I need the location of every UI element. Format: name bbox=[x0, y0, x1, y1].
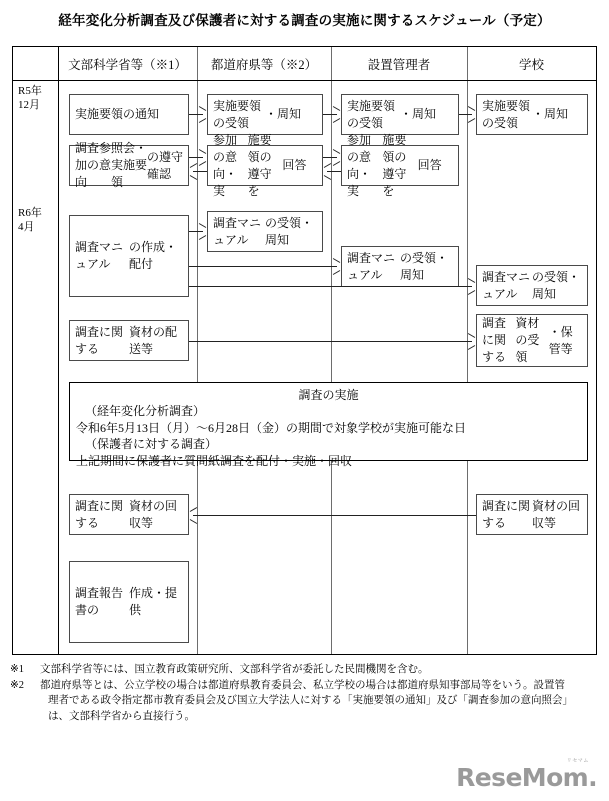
box-material-back-mext: 調査に関する 資材の回収等 bbox=[69, 494, 189, 535]
watermark-kana: リセマム bbox=[566, 759, 589, 764]
period-label-r5-12 bbox=[18, 85, 62, 112]
arrowhead-intent-estab bbox=[332, 153, 339, 162]
footnote-2-text: 都道府県等とは、公立学校の場合は都道府県教育委員会、私立学校の場合は都道府県知事部局等をいう。設置管 bbox=[40, 679, 565, 691]
column-divider-period bbox=[58, 47, 59, 654]
box-report-mext: 調査報告書の 作成・提供 bbox=[69, 561, 189, 643]
box-manual-estab: 調査マニュアル の受領・周知 bbox=[341, 246, 459, 287]
period-label-r6-4 bbox=[18, 207, 62, 234]
box-notice-mext: 実施要領の通知 bbox=[69, 94, 189, 135]
box-notice-estab: 実施要領の受領 ・周知 bbox=[341, 94, 459, 135]
box-manual-mext: 調査マニュアル の作成・配付 bbox=[69, 215, 189, 297]
footnote-1-text: 文部科学省等には、国立教育政策研究所、文部科学省が委託した民間機関を含む。 bbox=[40, 664, 429, 675]
arrowhead-material-back bbox=[190, 511, 197, 520]
implementation-heading: 調査の実施 bbox=[298, 388, 359, 402]
arrowhead-manual-school bbox=[467, 282, 474, 291]
column-divider-mext bbox=[197, 47, 198, 654]
implementation-line4: 上記期間に保護者に質問紙調査を配付・実施・回収 bbox=[76, 453, 353, 468]
arrowhead-notice-estab bbox=[332, 110, 339, 119]
footnotes bbox=[10, 662, 602, 724]
connector-manual-mext-school bbox=[189, 286, 472, 287]
box-material-send-mext: 調査に関する 資材の配送等 bbox=[69, 320, 189, 361]
arrowhead-manual-estab bbox=[332, 262, 339, 271]
footnote-1-mark: ※1 bbox=[10, 664, 25, 675]
implementation-line3: （保護者に対する調査） bbox=[85, 437, 218, 451]
header-divider bbox=[13, 80, 596, 81]
implementation-box bbox=[69, 382, 588, 468]
column-header-pref: 都道府県等（※2） bbox=[210, 58, 318, 72]
column-divider-pref bbox=[331, 47, 332, 654]
arrowhead-notice-pref bbox=[198, 110, 205, 119]
footnote-2 bbox=[10, 678, 602, 694]
period-line1: R5年 bbox=[18, 85, 42, 97]
period-line2: 12月 bbox=[18, 98, 40, 111]
box-material-back-school: 調査に関する 資材の回収等 bbox=[476, 494, 588, 535]
box-intent-pref: 参加の意向・実 施要領の遵守を 回答 bbox=[207, 145, 323, 186]
schedule-table bbox=[12, 46, 597, 655]
box-intent-mext: 調査参加の意向 照会・実施要領 の遵守確認 bbox=[69, 145, 189, 186]
connector-manual-mext-estab bbox=[189, 266, 337, 267]
implementation-line1: （経年変化分析調査） bbox=[85, 404, 206, 418]
column-header-mext: 文部科学省等（※1） bbox=[68, 58, 187, 72]
arrowhead-manual-pref bbox=[198, 227, 205, 236]
footnote-2-mark: ※2 bbox=[10, 679, 25, 691]
footnote-1 bbox=[10, 662, 602, 678]
box-manual-school: 調査マニュアル の受領・周知 bbox=[476, 265, 588, 306]
box-manual-pref: 調査マニュアル の受領・周知 bbox=[207, 211, 323, 252]
implementation-line2: 令和6年5月13日（月）～6月28日（金）の期間で対象学校が実施可能な日 bbox=[76, 420, 467, 435]
connector-material-send bbox=[189, 341, 472, 342]
arrowhead-intent-pref bbox=[198, 153, 205, 162]
box-material-recv-school: 調査に関する 資材の受領 ・保管等 bbox=[476, 314, 588, 367]
arrowhead-intent-mext bbox=[190, 167, 197, 176]
arrowhead-intent-pref-back bbox=[324, 167, 331, 176]
column-divider-estab bbox=[467, 47, 468, 654]
box-intent-estab: 参加の意向・実 施要領の遵守を 回答 bbox=[341, 145, 459, 186]
connector-material-back bbox=[193, 515, 476, 516]
footnote-2-line2: 理者である政令指定都市教育委員会及び国立大学法人に対する「実施要領の通知」及び「調査参加の意向照会」 bbox=[48, 695, 573, 706]
watermark-logo: ReseMom. bbox=[456, 763, 597, 792]
period-line1: R6年 bbox=[18, 207, 42, 219]
arrowhead-material-recv bbox=[467, 337, 474, 346]
footnote-2-line3: は、文部科学省から直接行う。 bbox=[48, 710, 195, 722]
page-title: 経年変化分析調査及び保護者に対する調査の実施に関するスケジュール（予定） bbox=[58, 13, 551, 28]
column-header-estab: 設置管理者 bbox=[367, 58, 431, 72]
watermark bbox=[456, 759, 597, 791]
box-notice-school: 実施要領の受領 ・周知 bbox=[476, 94, 588, 135]
column-header-school: 学校 bbox=[518, 58, 544, 72]
box-notice-pref: 実施要領の受領 ・周知 bbox=[207, 94, 323, 135]
arrowhead-notice-school bbox=[467, 110, 474, 119]
period-line2: 4月 bbox=[18, 220, 35, 233]
